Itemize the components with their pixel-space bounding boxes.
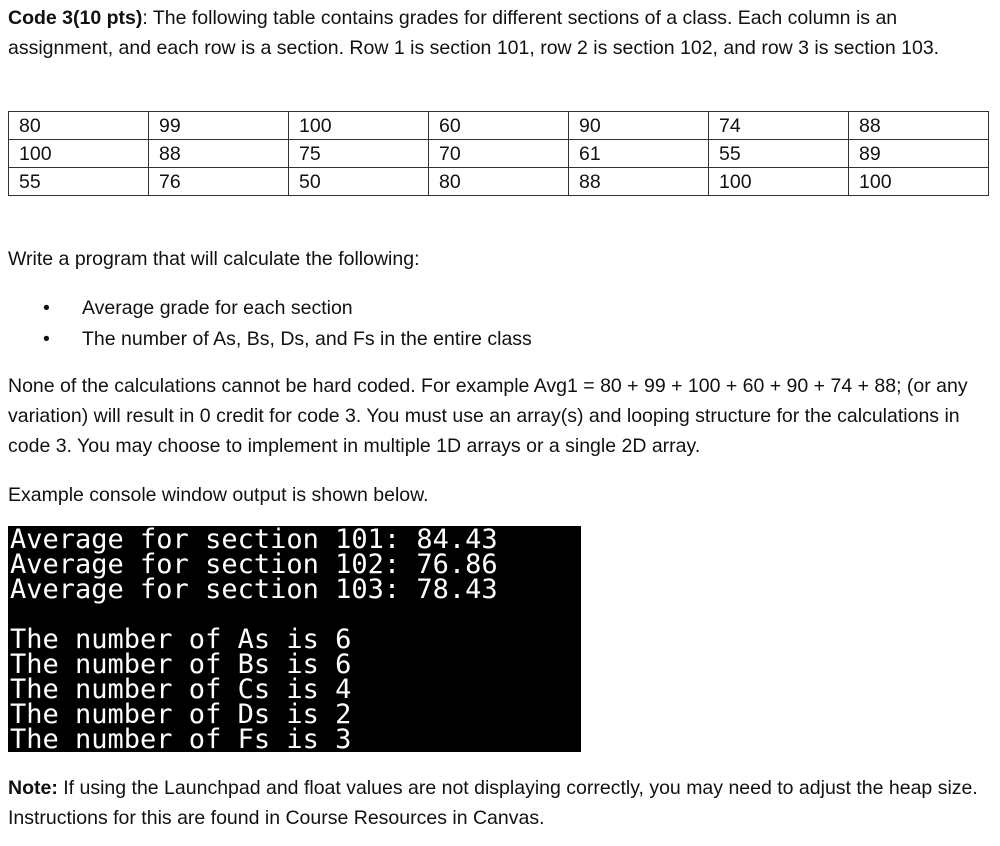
note-label: Note: [8,777,58,799]
grade-cell: 100 [289,112,429,140]
intro-text: : The following table contains grades for different sections of a class. Each column is an assignment, and each row is a section. Row 1 is section 101, row 2 is section 102, and row 3 is section 103. [8,7,940,59]
list-item [8,293,532,324]
table-row [9,140,989,168]
bullet-icon: • [43,328,50,350]
intro-paragraph [8,3,983,63]
table-row [9,112,989,140]
grade-cell: 90 [569,112,709,140]
console-line: The number of Cs is 4 [10,674,352,705]
grades-table [8,111,989,196]
task-text: Average grade for each section [82,297,353,319]
task-list [8,293,532,355]
console-output [8,524,581,755]
note-text: If using the Launchpad and float values are not displaying correctly, you may need to adjust the heap size. Instructions for this are found in Course Resources in Canvas. [8,777,978,829]
rules-paragraph: None of the calculations cannot be hard coded. For example Avg1 = 80 + 99 + 100 + 60 + 90 + 74 + 88; (or any variation) will result in 0 credit for code 3. You must use an array(s) and looping structure for the calculations in code 3. You may choose to implement in multiple 1D arrays or a single 2D array. [8,375,968,457]
grade-cell: 88 [849,112,989,140]
note-paragraph [8,773,992,833]
console-line: The number of As is 6 [10,624,352,655]
console-line: Average for section 103: 78.43 [10,574,498,605]
grade-cell: 89 [849,140,989,168]
table-row [9,168,989,196]
grade-cell: 50 [289,168,429,196]
task-text: The number of As, Bs, Ds, and Fs in the entire class [82,328,532,350]
grade-cell: 75 [289,140,429,168]
grade-cell: 60 [429,112,569,140]
grade-cell: 80 [429,168,569,196]
console-line: The number of Fs is 3 [10,724,352,755]
grade-cell: 55 [709,140,849,168]
grade-cell: 88 [569,168,709,196]
bullet-icon: • [43,297,50,319]
grade-cell: 100 [9,140,149,168]
grade-cell: 100 [849,168,989,196]
grade-cell: 76 [149,168,289,196]
grade-cell: 100 [709,168,849,196]
console-line: Average for section 102: 76.86 [10,549,498,580]
program-prompt: Write a program that will calculate the following: [8,248,420,270]
grade-cell: 61 [569,140,709,168]
grade-cell: 88 [149,140,289,168]
console-line: Average for section 101: 84.43 [10,524,498,555]
grade-cell: 55 [9,168,149,196]
grade-cell: 70 [429,140,569,168]
list-item [8,324,532,355]
console-line: The number of Ds is 2 [10,699,352,730]
grade-cell: 80 [9,112,149,140]
example-label: Example console window output is shown below. [8,484,429,506]
grade-cell: 99 [149,112,289,140]
grade-cell: 74 [709,112,849,140]
assignment-title: Code 3(10 pts) [8,7,143,29]
console-line: The number of Bs is 6 [10,649,352,680]
